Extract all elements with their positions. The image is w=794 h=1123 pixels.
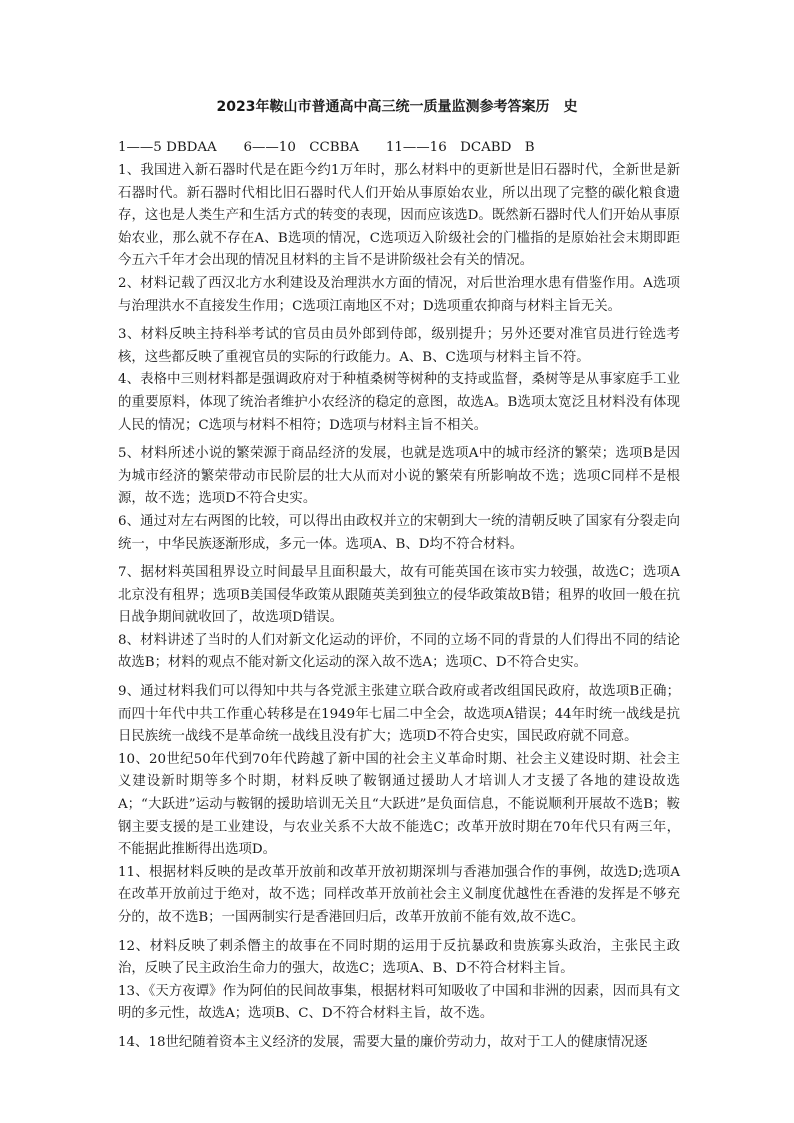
explanation-paragraph: 6、通过对左右两图的比较，可以得出由政权并立的宋朝到大一统的清朝反映了国家有分裂走向统一，中华民族逐渐形成，多元一体。选项A、B、D均不符合材料。 xyxy=(118,513,680,552)
explanation-paragraph: 10、20世纪50年代到70年代跨越了新中国的社会主义革命时期、社会主义建设时期、社会主义建设新时期等多个时期，材料反映了鞍钢通过援助人才培训人才支援了各地的建设故选A；“大跃进”运动与鞍钢的援助培训无关且“大跃进”是负面信息，不能说顺利开展故不选B；鞍钢主要支援的是工业建设，与农业关系不大故不能选C；改革开放时期在70年代只有两三年，不能据此推断得出选项D。 xyxy=(118,751,680,858)
explanation-body xyxy=(118,160,680,1055)
document-title: 2023年鞍山市普通高中高三统一质量监测参考答案历 史 xyxy=(216,99,578,115)
explanation-paragraph: 3、材料反映主持科举考试的官员由员外郎到侍郎，级别提升；另外还要对准官员进行铨选考核，这些都反映了重视官员的实际的行政能力。A、B、C选项与材料主旨不符。 xyxy=(118,327,680,365)
explanation-paragraph: 14、18世纪随着资本主义经济的发展，需要大量的廉价劳动力，故对于工人的健康情况逐 xyxy=(118,1034,648,1050)
explanation-paragraph: 13、《天方夜谭》作为阿伯的民间故事集，根据材料可知吸收了中国和非洲的因素，因而具有文明的多元性，故选A；选项B、C、D不符合材料主旨，故不选。 xyxy=(118,983,680,1022)
explanation-paragraph: 7、据材料英国租界设立时间最早且面积最大，故有可能英国在该市实力较强，故选C；选项A北京没有租界；选项B美国侵华政策从跟随英美到独立的侵华政策故B错；租界的收回一般在抗日战争期间就收回了，故选项D错误。 xyxy=(118,565,680,626)
explanation-paragraph: 4、表格中三则材料都是强调政府对于种植桑树等树种的支持或监督，桑树等是从事家庭手工业的重要原料，体现了统治者维护小农经济的稳定的意图，故选A。B选项太宽泛且材料没有体现人民的情况；C选项与材料不相符；D选项与材料主旨不相关。 xyxy=(118,372,680,433)
answer-key-line: 1——5 DBDAA 6——10 CCBBA 11——16 DCABD B xyxy=(118,140,535,155)
explanation-paragraph: 11、根据材料反映的是改革开放前和改革开放初期深圳与香港加强合作的事例，故选D;选项A在改革开放前过于绝对，故不选；同样改革开放前社会主义制度优越性在香港的发挥是不够充分的，故不选B；一国两制实行是香港回归后，改革开放前不能有效,故不选C。 xyxy=(118,864,680,925)
explanation-paragraph: 1、我国进入新石器时代是在距今约1万年时，那么材料中的更新世是旧石器时代，全新世是新石器时代。新石器时代相比旧石器时代人们开始从事原始农业，所以出现了完整的碳化粮食遗存，这也是人类生产和生活方式的转变的表现，因而应该选D。既然新石器时代人们开始从事原始农业，那么就不存在A、B选项的情况，C选项迈入阶级社会的门槛指的是原始社会末期即距今五六千年才会出现的情况且材料的主旨不是讲阶级社会有关的情况。 xyxy=(118,163,680,269)
explanation-paragraph: 2、材料记载了西汉北方水利建设及治理洪水方面的情况，对后世治理水患有借鉴作用。A选项与治理洪水不直接发生作用；C选项江南地区不对；D选项重农抑商与材料主旨无关。 xyxy=(118,275,680,314)
explanation-paragraph: 9、通过材料我们可以得知中共与各党派主张建立联合政府或者改组国民政府，故选项B正确；而四十年代中共工作重心转移是在1949年七届二中全会，故选项A错误；44年时统一战线是抗日民族统一战线不是革命统一战线且没有扩大；选项D不符合史实，国民政府就不同意。 xyxy=(118,684,680,745)
explanation-paragraph: 12、材料反映了剌杀僭主的故事在不同时期的运用于反抗暴政和贵族寡头政治，主张民主政治，反映了民主政治生命力的强大，故选C；选项A、B、D不符合材料主旨。 xyxy=(118,938,680,977)
explanation-paragraph: 8、材料讲述了当时的人们对新文化运动的评价，不同的立场不同的背景的人们得出不同的结论故选B；材料的观点不能对新文化运动的深入故不选A；选项C、D不符合史实。 xyxy=(118,632,680,671)
explanation-paragraph: 5、材料所述小说的繁荣源于商品经济的发展，也就是选项A中的城市经济的繁荣；选项B是因为城市经济的繁荣带动市民阶层的壮大从而对小说的繁荣有所影响故不选；选项C同样不是根源，故不选；选项D不符合史实。 xyxy=(118,446,680,507)
